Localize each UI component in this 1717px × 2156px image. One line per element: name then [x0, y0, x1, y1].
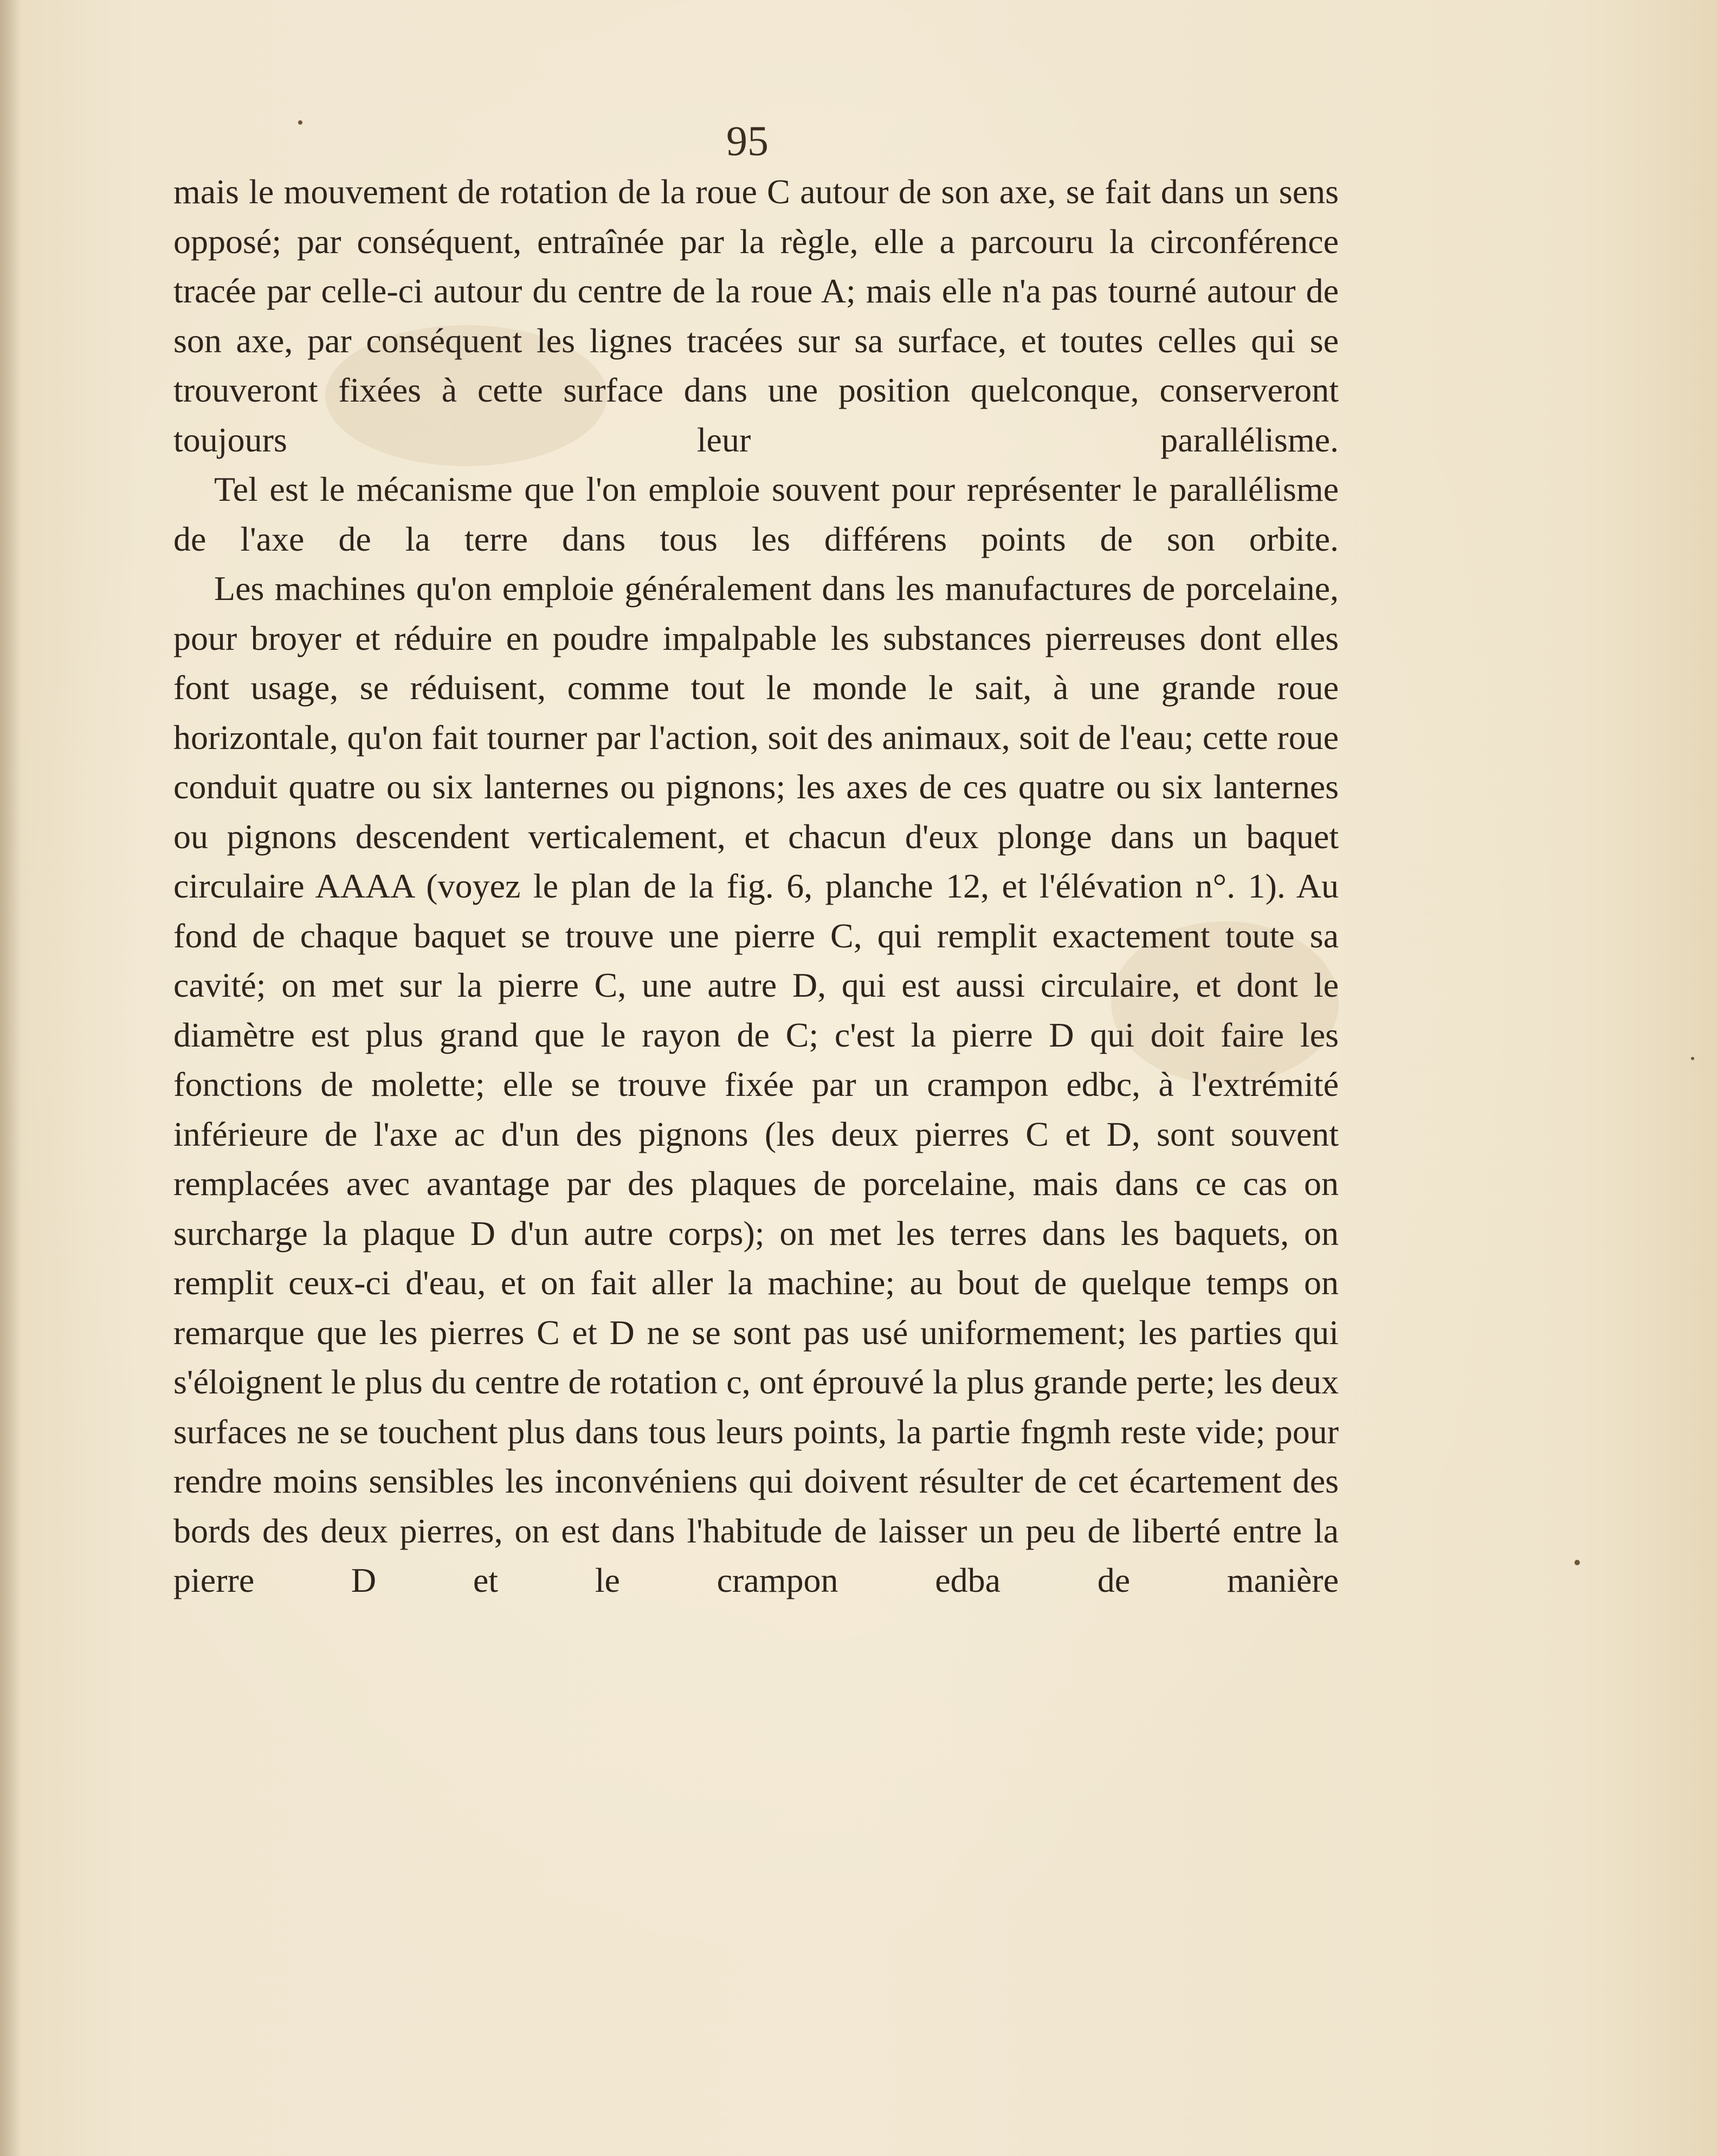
paragraph-3: Les machines qu'on emploie généralement dans les manufactures de porcelaine, pour broyer et réduire en poudre impalpable les substances pierreuses dont elles font usage, se réduisent, comme tout le monde le sait, à une grande roue horizontale, qu'on fait tourner par l'action, soit des animaux, soit de l'eau; cette roue conduit quatre ou six lanternes ou pignons; les axes de ces quatre ou six lanternes ou pignons descendent verticalement, et chacun d'eux plonge dans un baquet circulaire AAAA (voyez le plan de la fig. 6, planche 12, et l'élévation n°. 1). Au fond de chaque baquet se trouve une pierre C, qui remplit exactement toute sa cavité; on met sur la pierre C, une autre D, qui est aussi circulaire, et dont le diamètre est plus grand que le rayon de C; c'est la pierre D qui doit faire les fonctions de molette; elle se trouve fixée par un crampon edbc, à l'extrémité inférieure de l'axe ac d'un des pignons (les deux pierres C et D, sont souvent remplacées avec avantage par des plaques de porcelaine, mais dans ce cas on surcharge la plaque D d'un autre corps); on met les terres dans les baquets, on remplit ceux-ci d'eau, et on fait aller la machine; au bout de quelque temps on remarque que les pierres C et D ne se sont pas usé uniformement; les parties qui s'éloignent le plus du centre de rotation c, ont éprouvé la plus grande perte; les deux surfaces ne se touchent plus dans tous leurs points, la partie fngmh reste vide; pour rendre moins sensibles les inconvéniens qui doivent résulter de cet écartement des bords des deux pierres, on est dans l'habitude de laisser un peu de liberté entre la pierre D et le crampon edba de manière [173, 569, 1339, 1599]
body-text [173, 167, 1339, 1605]
paper-speck [1574, 1560, 1580, 1565]
paper-speck [1691, 1057, 1694, 1060]
page-number: 95 [726, 117, 769, 164]
spine-shadow [0, 0, 22, 2156]
paper-speck [298, 120, 302, 125]
paragraph-2: Tel est le mécanisme que l'on emploie souvent pour représenter le parallélisme de l'axe de la terre dans tous les différens points de son orbite. [173, 470, 1339, 558]
paragraph-1: mais le mouvement de rotation de la roue C autour de son axe, se fait dans un sens opposé; par conséquent, entraînée par la règle, elle a parcouru la circonférence tracée par celle-ci autour du centre de la roue A; mais elle n'a pas tourné autour de son axe, par conséquent les lignes tracées sur sa surface, et toutes celles qui se trouveront fixées à cette surface dans une position quelconque, conserveront toujours leur parallélisme. [173, 172, 1339, 459]
